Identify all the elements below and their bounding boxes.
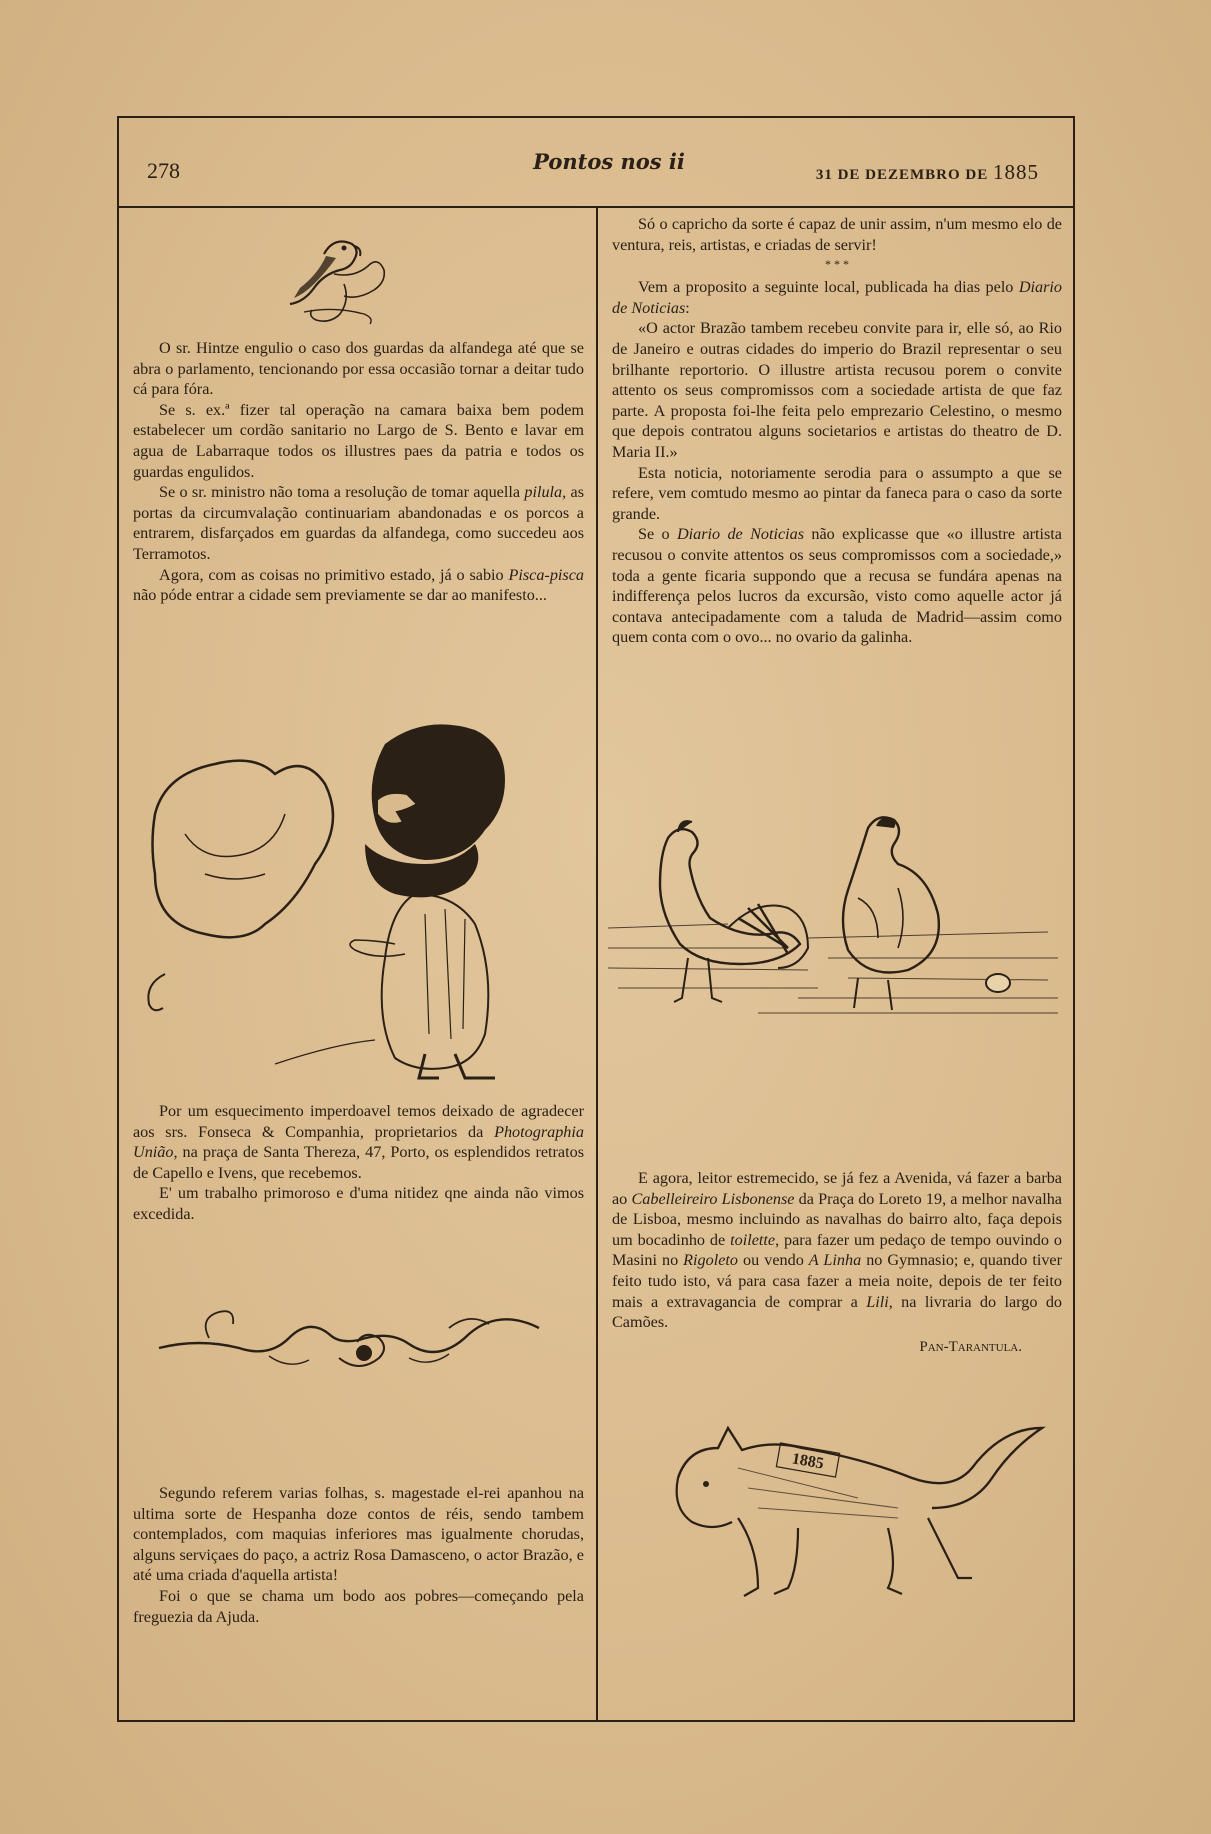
rooster-hen-icon — [608, 808, 1068, 1038]
right-article-brazao — [612, 214, 1062, 648]
right-column — [598, 208, 1073, 1720]
cat-illustration — [658, 1408, 1058, 1628]
paragraph: Se o sr. ministro não toma a resolução de tomar aquella pilula, as portas da circumvalação continuariam abandonadas e os porcos a entrarem, disfarçados em guardas da alfandega, como succedeu aos Terramotos. — [133, 483, 584, 563]
masthead-title: Pontos nos ii — [533, 148, 685, 174]
parrot-illustration — [274, 224, 394, 334]
left-article-hintze — [133, 338, 584, 606]
cat-tag-year: 1885 — [790, 1450, 825, 1473]
left-article-photographia — [133, 1101, 584, 1225]
paragraph: Se s. ex.ª fizer tal operação na camara baixa bem podem estabelecer um cordão sanitario no Largo de S. Bento e lavar em agua de Labarraque todos os illustres paes da patria e todos os guardas engulidos. — [133, 400, 584, 481]
paragraph: Segundo referem varias folhas, s. magestade el-rei apanhou na ultima sorte de Hespanha doze contos de réis, sendo tambem contemplados, com maquias inferiores mas igualmente chorudas, alguns serviçaes do paço, a actriz Rosa Damasceno, o actor Brazão, e até uma criada d'aquella artista! — [133, 1484, 584, 1585]
paragraph: O sr. Hintze engulio o caso dos guardas da alfandega até que se abra o parlamento, tencionando por essa occasião tornar a deitar tudo cá para fóra. — [133, 339, 584, 399]
flourish-icon — [149, 1298, 569, 1388]
left-article-lottery — [133, 1483, 584, 1627]
paragraph: Só o capricho da sorte é capaz de unir assim, n'um mesmo elo de ventura, reis, artistas, e criadas de servir! — [612, 215, 1062, 254]
paragraph: «O actor Brazão tambem recebeu convite para ir, elle só, ao Rio de Janeiro e outras cidades do imperio do Brazil representar o seu brilhante reportorio. O illustre artista recusou porem o convite attento os seus compromissos com a sociedade artista de que faz parte. A proposta foi-lhe feita pelo emprezario Celestino, o mesmo que depois contratou alguns societarios e artistas do theatro de D. Maria II.» — [612, 319, 1062, 461]
rooster-hen-illustration — [608, 808, 1068, 1038]
paragraph: Foi o que se chama um bodo aos pobres—começando pela freguezia da Ajuda. — [133, 1586, 584, 1626]
parrot-icon — [274, 224, 394, 334]
page-header — [119, 118, 1073, 208]
caricature-illustration — [125, 704, 595, 1092]
issue-date — [816, 160, 1039, 185]
issue-year: 1885 — [993, 160, 1039, 184]
author-signature: Pan-Tarantula. — [919, 1338, 1022, 1355]
caricature-icon — [125, 704, 595, 1092]
paragraph: Vem a proposito a seguinte local, publicada ha dias pelo Diario de Noticias: — [612, 278, 1062, 317]
paragraph: Agora, com as coisas no primitivo estado, já o sabio Pisca-pisca não póde entrar a cidade sem previamente se dar ao manifesto... — [133, 565, 584, 605]
right-article-avenida — [612, 1168, 1062, 1357]
page-frame — [117, 116, 1075, 1722]
page-number: 278 — [147, 158, 180, 183]
paragraph: Se o Diario de Noticias não explicasse que «o illustre artista recusou o convite attentos os seus compromissos com a sociedade,» toda a gente ficaria suppondo que a recusa se fundára apenas na indifferença pelos lucros da excursão, visto como aquelle actor já contava antecipadamente com a taluda de Madrid—assim como quem conta com o ovo... no ovario da galinha. — [612, 525, 1062, 647]
paragraph: Esta noticia, notoriamente serodia para o assumpto a que se refere, vem comtudo mesmo ao pintar da faneca para o caso da sorte grande. — [612, 463, 1062, 523]
section-separator: * * * — [825, 257, 849, 272]
cat-icon — [658, 1408, 1058, 1628]
issue-date-text: 31 DE DEZEMBRO DE — [815, 167, 989, 183]
left-column — [119, 208, 598, 1720]
paragraph: E' um trabalho primoroso e d'uma nitidez qne ainda não vimos excedida. — [133, 1184, 584, 1223]
paragraph: Por um esquecimento imperdoavel temos deixado de agradecer aos srs. Fonseca & Companhia, proprietarios da Photographia União, na praça de Santa Thereza, 47, Porto, os esplendidos retratos de Capello e Ivens, que recebemos. — [133, 1102, 584, 1182]
ornament-scroll — [149, 1298, 569, 1388]
masthead-logo — [524, 126, 694, 196]
paragraph: E agora, leitor estremecido, se já fez a Avenida, vá fazer a barba ao Cabelleireiro Lisbonense da Praça do Loreto 19, a melhor navalha de Lisboa, mesmo incluindo as navalhas do bairro alto, faça depois um bocadinho de toilette, para fazer um pedaço de tempo ouvindo o Masini no Rigoleto ou vendo A Linha no Gymnasio; e, quando tiver feito tudo isto, vá para casa fazer a meia noite, depois de ter feito mais a extravagancia de comprar a Lili, na livraria do largo do Camões. — [612, 1169, 1063, 1332]
